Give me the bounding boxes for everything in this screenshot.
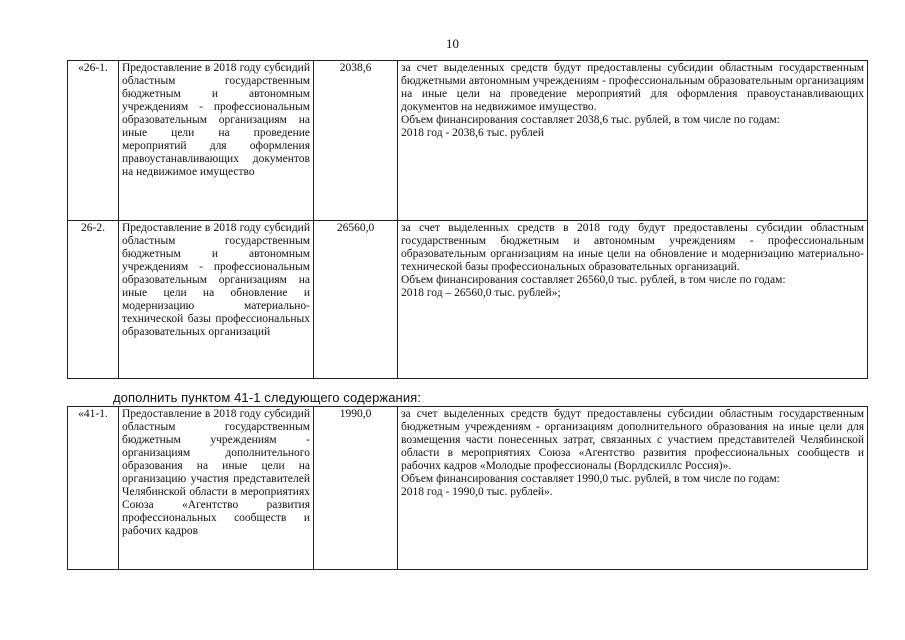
description-paragraph: за счет выделенных средств будут предоставлены субсидии областным государственным бюджетным учреждениям - организациям дополнительного образования на иные цели для возмещения части понесенных затрат, связанных с участием представителей Челябинской области в мероприятиях Союза «Агентство развития профессиональных сообществ и рабочих кадров «Молодые профессионалы (Ворлдскиллс Россия)». — [401, 408, 864, 472]
row-amount: 2038,6 — [314, 61, 398, 221]
description-paragraph: Объем финансирования составляет 1990,0 тыс. рублей, в том числе по годам: — [401, 473, 780, 485]
budget-table-b — [67, 406, 868, 570]
row-title: Предоставление в 2018 году субсидий областным государственным бюджетным и автономным учреждениям - профессиональным образовательным организациям на иные цели на обновление и модернизацию материально-технической базы профессиональных образовательных организаций — [119, 221, 314, 379]
row-description — [398, 221, 868, 379]
row-description — [398, 407, 868, 570]
amendment-intro-text: дополнить пунктом 41-1 следующего содержания: — [113, 390, 422, 405]
table-row — [68, 221, 868, 379]
row-number: «41-1. — [68, 407, 119, 570]
row-amount: 26560,0 — [314, 221, 398, 379]
row-number: «26-1. — [68, 61, 119, 221]
description-paragraph: 2018 год - 2038,6 тыс. рублей — [401, 127, 545, 139]
description-paragraph: 2018 год - 1990,0 тыс. рублей». — [401, 486, 553, 498]
description-paragraph: за счет выделенных средств будут предоставлены субсидии областным государственным бюджетными автономным учреждениям - профессиональным образовательным организациям на иные цели на проведение мероприятий для оформления правоустанавливающих документов на недвижимое имущество. — [401, 62, 864, 113]
row-number: 26-2. — [68, 221, 119, 379]
row-description — [398, 61, 868, 221]
budget-table-a — [67, 60, 868, 379]
description-paragraph: за счет выделенных средств в 2018 году будут предоставлены субсидии областным государственным бюджетным и автономным учреждениям - профессиональным образовательным организациям на иные цели на обновление и модернизацию материально-технической базы профессиональных образовательных организаций. — [401, 222, 864, 273]
row-amount: 1990,0 — [314, 407, 398, 570]
row-title: Предоставление в 2018 году субсидий областным государственным бюджетным учреждениям - организациям дополнительного образования на иные цели на организацию участия представителей Челябинской области в мероприятиях Союза «Агентство развития профессиональных сообществ и рабочих кадров — [119, 407, 314, 570]
table-row — [68, 407, 868, 570]
page-number: 10 — [446, 36, 459, 51]
description-paragraph: Объем финансирования составляет 26560,0 тыс. рублей, в том числе по годам: — [401, 274, 786, 286]
row-title: Предоставление в 2018 году субсидий областным государственным бюджетным и автономным учреждениям - профессиональным образовательным организациям на иные цели на проведение мероприятий для оформления правоустанавливающих документов на недвижимое имущество — [119, 61, 314, 221]
description-paragraph: Объем финансирования составляет 2038,6 тыс. рублей, в том числе по годам: — [401, 114, 780, 126]
table-row — [68, 61, 868, 221]
description-paragraph: 2018 год – 26560,0 тыс. рублей»; — [401, 287, 561, 299]
